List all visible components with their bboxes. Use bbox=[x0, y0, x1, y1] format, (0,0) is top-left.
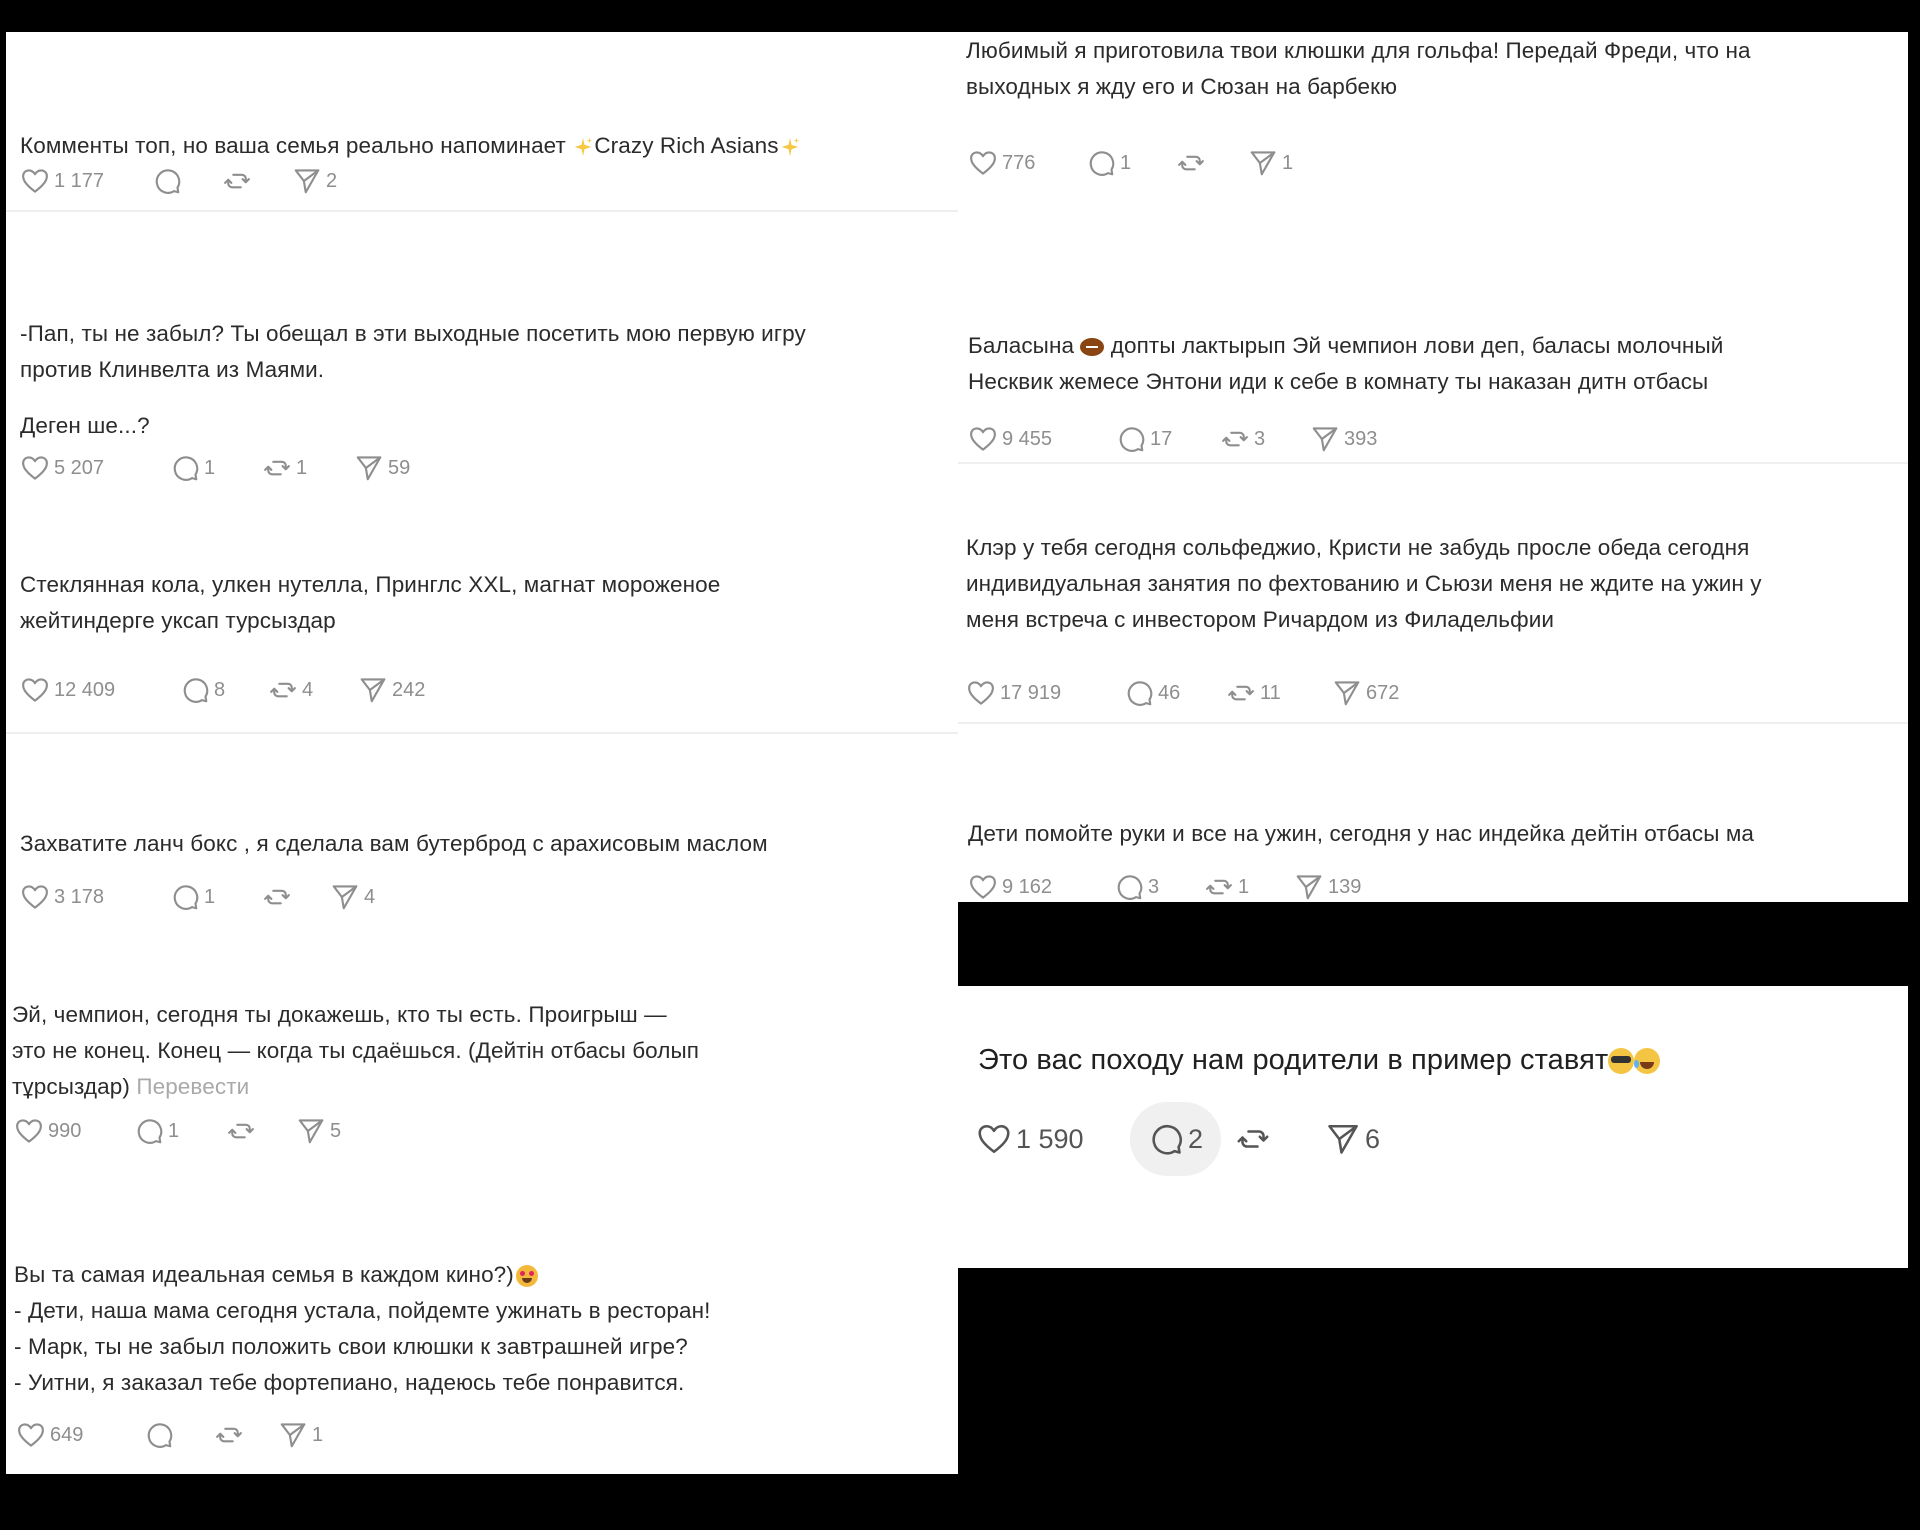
reply-button[interactable]: 1 bbox=[170, 451, 262, 485]
repost-icon bbox=[262, 882, 292, 912]
post-ideal-family[interactable] bbox=[6, 1257, 958, 1474]
post-text: Это вас походу нам родители в пример ставят bbox=[978, 1040, 1890, 1080]
reply-button[interactable]: 3 bbox=[1114, 870, 1204, 902]
heart-icon bbox=[968, 148, 998, 178]
right-feed-panel bbox=[958, 32, 1908, 902]
post-text: Баласына допты лактырып Эй чемпион лови деп, баласы молочный Несквик жемесе Энтони иди к себе в комнату ты наказан дитн отбасы bbox=[968, 333, 1724, 394]
repost-button[interactable] bbox=[226, 1114, 296, 1148]
sparkles-icon bbox=[779, 136, 801, 158]
like-button[interactable]: 17 919 bbox=[966, 676, 1124, 710]
repost-button[interactable]: 11 bbox=[1226, 676, 1332, 710]
post-solfeggio[interactable] bbox=[958, 464, 1908, 714]
send-icon bbox=[296, 1116, 326, 1146]
post-text: Любимый я приготовила твои клюшки для гольфа! Передай Фреди, что на выходных я жду его и Сюзан на барбекю bbox=[966, 38, 1751, 99]
post-actions bbox=[966, 676, 1399, 710]
like-button[interactable]: 776 bbox=[968, 146, 1086, 180]
share-button[interactable]: 139 bbox=[1294, 870, 1361, 902]
post-glass-cola[interactable] bbox=[6, 537, 958, 737]
comment-icon bbox=[1114, 872, 1144, 902]
repost-button[interactable] bbox=[214, 1418, 278, 1452]
share-button[interactable]: 6 bbox=[1325, 1102, 1380, 1176]
like-button[interactable]: 5 207 bbox=[20, 451, 170, 485]
share-button[interactable]: 4 bbox=[330, 880, 375, 914]
post-crazy-rich-asians[interactable] bbox=[6, 32, 958, 210]
like-button[interactable]: 649 bbox=[16, 1418, 144, 1452]
repost-button[interactable]: 3 bbox=[1220, 422, 1310, 456]
reply-button[interactable]: 1 bbox=[134, 1114, 226, 1148]
reply-button[interactable]: 46 bbox=[1124, 676, 1226, 710]
share-button[interactable]: 1 bbox=[1248, 146, 1293, 180]
post-text: Дети помойте руки и все на ужин, сегодня у нас индейка дейтiн отбасы ма bbox=[968, 821, 1755, 846]
post-actions bbox=[20, 880, 375, 914]
comment-icon bbox=[180, 675, 210, 705]
send-icon bbox=[354, 453, 384, 483]
repost-icon bbox=[1204, 872, 1234, 902]
share-button[interactable]: 59 bbox=[354, 451, 410, 485]
reply-button[interactable]: 2 bbox=[1130, 1102, 1221, 1176]
post-text: -Пап, ты не забыл? Ты обещал в эти выходные посетить мою первую игру против Клинвелта из Маями. bbox=[20, 321, 806, 382]
comment-icon bbox=[170, 453, 200, 483]
post-text: Клэр у тебя сегодня сольфеджио, Кристи не забудь просле обеда сегодня индивидуальная занятия по фехтованию и Сьюзи меня не ждите на ужин у меня встреча с инвестором Ричардом из Филадельфии bbox=[966, 535, 1762, 632]
send-icon bbox=[1310, 424, 1340, 454]
share-button[interactable]: 2 bbox=[292, 164, 337, 198]
like-button[interactable]: 1 177 bbox=[20, 164, 152, 198]
comment-icon bbox=[144, 1420, 174, 1450]
send-icon bbox=[278, 1420, 308, 1450]
comment-icon bbox=[1124, 678, 1154, 708]
like-button[interactable]: 990 bbox=[14, 1114, 134, 1148]
like-button[interactable]: 12 409 bbox=[20, 673, 180, 707]
comment-icon bbox=[152, 166, 182, 196]
left-feed-panel bbox=[6, 32, 958, 1474]
like-button[interactable]: 3 178 bbox=[20, 880, 170, 914]
send-icon bbox=[1294, 872, 1324, 902]
post-papa-game[interactable] bbox=[6, 212, 958, 542]
heart-eyes-emoji bbox=[516, 1265, 538, 1287]
post-lunch-box[interactable] bbox=[6, 734, 958, 934]
share-button[interactable]: 5 bbox=[296, 1114, 341, 1148]
repost-button[interactable] bbox=[1235, 1102, 1325, 1176]
post-actions bbox=[14, 1114, 341, 1148]
repost-icon bbox=[262, 453, 292, 483]
repost-button[interactable] bbox=[1176, 146, 1248, 180]
send-icon bbox=[358, 675, 388, 705]
repost-icon bbox=[1176, 148, 1206, 178]
comment-icon bbox=[1148, 1121, 1184, 1157]
send-icon bbox=[1248, 148, 1278, 178]
post-text: Захватите ланч бокс , я сделала вам бутерброд с арахисовым маслом bbox=[20, 831, 768, 856]
sunglasses-emoji bbox=[1608, 1048, 1634, 1074]
repost-button[interactable]: 1 bbox=[262, 451, 354, 485]
share-button[interactable]: 242 bbox=[358, 673, 425, 707]
translate-link[interactable]: Перевести bbox=[136, 1074, 250, 1099]
post-actions bbox=[968, 146, 1293, 180]
post-actions bbox=[968, 870, 1361, 902]
post-actions bbox=[20, 451, 410, 485]
like-button[interactable]: 1 590 bbox=[976, 1102, 1130, 1176]
send-icon bbox=[1325, 1121, 1361, 1157]
repost-icon bbox=[1220, 424, 1250, 454]
send-icon bbox=[330, 882, 360, 912]
laughing-emoji bbox=[1634, 1048, 1660, 1074]
football-emoji bbox=[1080, 338, 1104, 356]
share-button[interactable]: 393 bbox=[1310, 422, 1377, 456]
heart-icon bbox=[976, 1121, 1012, 1157]
heart-icon bbox=[14, 1116, 44, 1146]
heart-icon bbox=[966, 678, 996, 708]
post-champion[interactable] bbox=[6, 957, 958, 1197]
repost-icon bbox=[1235, 1121, 1271, 1157]
reply-button[interactable] bbox=[152, 164, 222, 198]
post-text: Вы та самая идеальная семья в каждом кино?) - Дети, наша мама сегодня устала, пойдемте ужинать в ресторан! - Марк, ты не забыл положить свои клюшки к завтрашней игре? - Уитни, я заказал тебе фортепиано, надеюсь тебе понравится. bbox=[14, 1262, 711, 1395]
reply-button[interactable]: 1 bbox=[170, 880, 262, 914]
post-actions bbox=[968, 422, 1377, 456]
post-text: Комменты топ, но ваша семья реально напоминает Crazy Rich Asians bbox=[20, 92, 940, 164]
right-feed-panel-large bbox=[958, 986, 1908, 1268]
reply-button[interactable]: 17 bbox=[1116, 422, 1220, 456]
send-icon bbox=[1332, 678, 1362, 708]
post-role-model[interactable] bbox=[958, 986, 1908, 1268]
share-button[interactable]: 1 bbox=[278, 1418, 323, 1452]
heart-icon bbox=[20, 675, 50, 705]
like-button[interactable]: 9 455 bbox=[968, 422, 1116, 456]
heart-icon bbox=[16, 1420, 46, 1450]
reply-button[interactable]: 8 bbox=[180, 673, 268, 707]
repost-icon bbox=[222, 166, 252, 196]
repost-icon bbox=[268, 675, 298, 705]
reply-button[interactable] bbox=[144, 1418, 214, 1452]
post-actions bbox=[976, 1102, 1380, 1176]
send-icon bbox=[292, 166, 322, 196]
post-actions bbox=[16, 1418, 323, 1452]
post-turkey-dinner[interactable] bbox=[958, 724, 1908, 902]
post-text: Эй, чемпион, сегодня ты докажешь, кто ты есть. Проигрыш — это не конец. Конец — когда ты сдаёшься. (Дейтiн отбасы болып тұрсыздар) Перевести bbox=[12, 1002, 700, 1099]
heart-icon bbox=[968, 424, 998, 454]
heart-icon bbox=[20, 166, 50, 196]
like-button[interactable]: 9 162 bbox=[968, 870, 1114, 902]
comment-icon bbox=[1086, 148, 1116, 178]
comment-icon bbox=[1116, 424, 1146, 454]
repost-icon bbox=[226, 1116, 256, 1146]
comment-icon bbox=[134, 1116, 164, 1146]
post-actions bbox=[20, 673, 425, 707]
repost-button[interactable] bbox=[222, 164, 292, 198]
post-actions bbox=[20, 164, 337, 198]
heart-icon bbox=[20, 882, 50, 912]
repost-icon bbox=[1226, 678, 1256, 708]
repost-icon bbox=[214, 1420, 244, 1450]
repost-button[interactable]: 4 bbox=[268, 673, 358, 707]
post-text: Стеклянная кола, улкен нутелла, Принглс XXL, магнат мороженое жейтиндерге уксап турсыздар bbox=[20, 572, 721, 633]
reply-button[interactable]: 1 bbox=[1086, 146, 1176, 180]
heart-icon bbox=[968, 872, 998, 902]
heart-icon bbox=[20, 453, 50, 483]
comment-icon bbox=[170, 882, 200, 912]
post-text-secondary: Деген ше...? bbox=[20, 413, 150, 438]
sparkles-icon bbox=[572, 136, 594, 158]
post-golf-clubs[interactable] bbox=[958, 32, 1908, 292]
repost-button[interactable] bbox=[262, 880, 330, 914]
share-button[interactable]: 672 bbox=[1332, 676, 1399, 710]
repost-button[interactable]: 1 bbox=[1204, 870, 1294, 902]
